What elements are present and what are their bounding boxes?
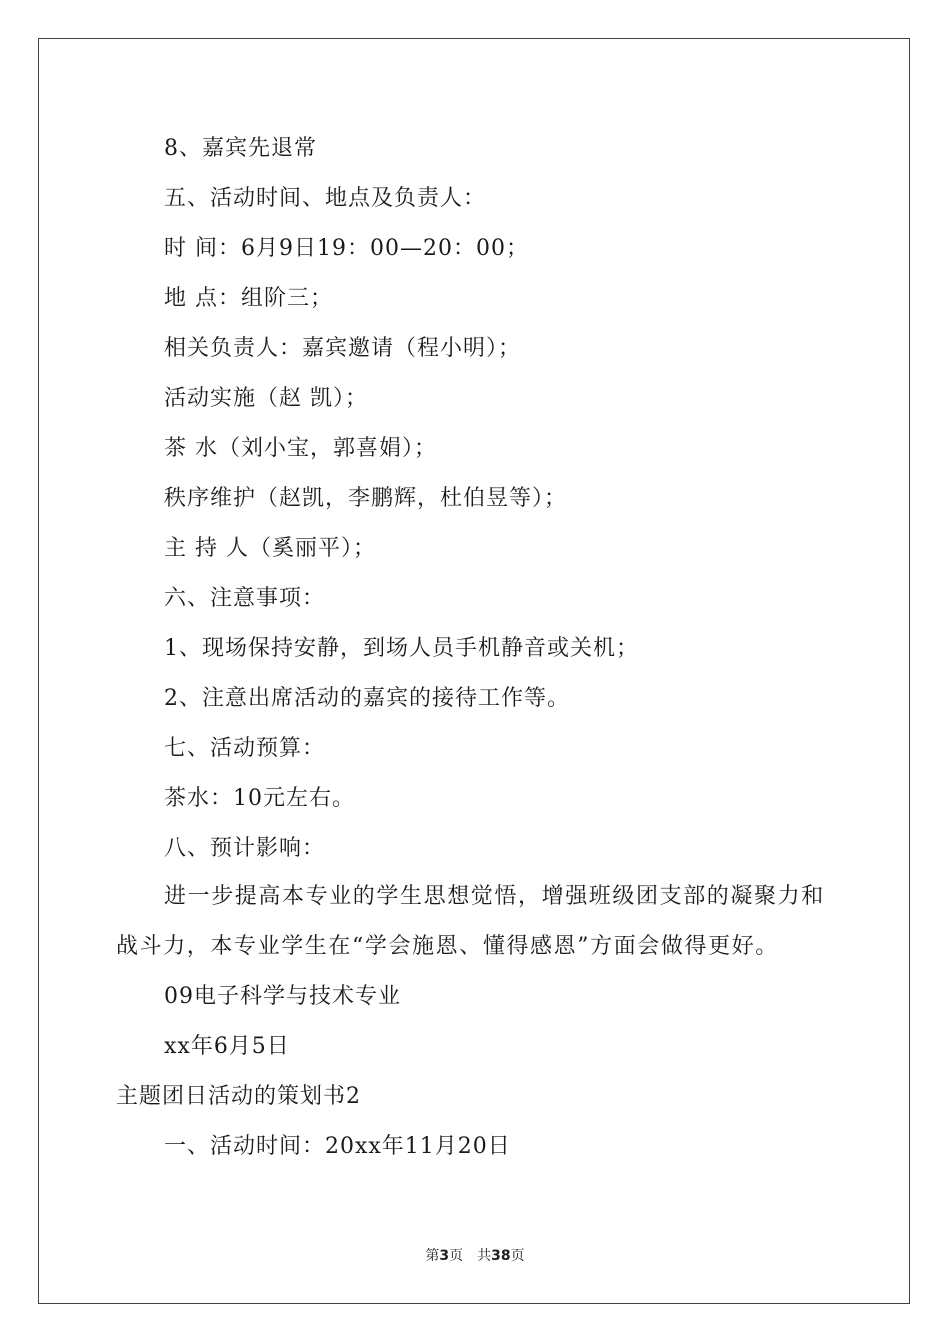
text-line: 活动实施（赵 凯）；: [164, 386, 368, 411]
footer-total-suffix: 页: [510, 1248, 525, 1264]
paragraph-line: 进一步提高本专业的学生思想觉悟，增强班级团支部的凝聚力和: [164, 884, 825, 909]
paragraph-line: 战斗力，本专业学生在“学会施恩、懂得感恩”方面会做得更好。: [116, 934, 779, 959]
text-line: 茶水：10元左右。: [164, 786, 355, 811]
text-line: 时 间：6月9日19：00—20：00；: [164, 236, 529, 261]
footer-total-prefix: 共: [477, 1248, 492, 1264]
section-heading: 七、活动预算：: [164, 736, 326, 761]
document-title: 主题团日活动的策划书2: [116, 1084, 361, 1109]
signature-org: 09电子科学与技术专业: [164, 984, 401, 1009]
footer-page-mid: 页: [449, 1248, 464, 1264]
section-heading: 六、注意事项：: [164, 586, 326, 611]
text-line: 8、嘉宾先退常: [164, 136, 317, 161]
text-line: 2、注意出席活动的嘉宾的接待工作等。: [164, 686, 570, 711]
footer-page-prefix: 第: [425, 1248, 440, 1264]
footer-page-current: 3: [439, 1248, 450, 1264]
text-line: 茶 水（刘小宝，郭喜娟）；: [164, 436, 437, 461]
text-line: 秩序维护（赵凯，李鹏辉，杜伯昱等）；: [164, 486, 568, 511]
section-heading: 五、活动时间、地点及负责人：: [164, 186, 487, 211]
page-footer: [0, 1246, 950, 1266]
text-line: 相关负责人：嘉宾邀请（程小明）；: [164, 336, 522, 361]
section-heading: 一、活动时间：20xx年11月20日: [164, 1134, 511, 1159]
text-line: 主 持 人（奚丽平）；: [164, 536, 376, 561]
text-line: 地 点：组阶三；: [164, 286, 333, 311]
page-frame: [38, 38, 910, 1304]
footer-page-total: 38: [491, 1248, 511, 1264]
section-heading: 八、预计影响：: [164, 836, 326, 861]
text-line: 1、现场保持安静，到场人员手机静音或关机；: [164, 636, 639, 661]
signature-date: xx年6月5日: [164, 1034, 290, 1059]
